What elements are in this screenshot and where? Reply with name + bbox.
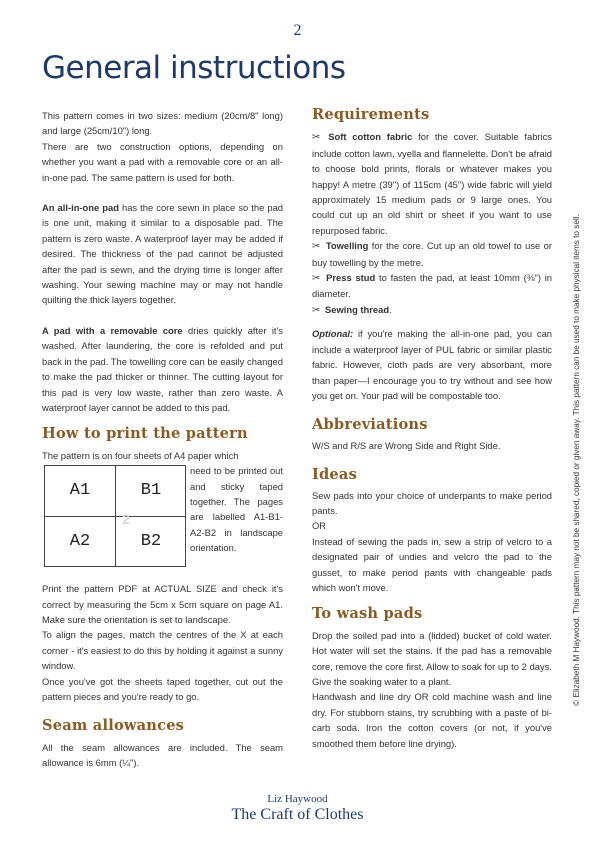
all-in-one-text: has the core sewn in place so the pad is one unit, making it similar to a disposable pad. The pattern is zero waste. A waterproof layer may be added if desired. The thickness of the pad cannot be adjusted after the pad is sewn, and the drying time is longer after washing. Your sewing machine may or may not handle quilting the thick layers together. [42,202,284,306]
abbreviations-text: W/S and R/S are Wrong Side and Right Side. [312,439,501,451]
footer-brand: The Craft of Clothes [231,806,364,823]
scissors-icon: ✂ [312,132,321,144]
page-watermark-number: 2 [122,511,130,528]
requirement-towelling-term: Towelling [325,240,369,252]
wash-heading: To wash pads [312,605,423,623]
print-heading: How to print the pattern [42,425,248,443]
print-side-text: need to be printed out and sticky taped together. The pages are labelled A1-B1-A2-B2 in landscape orientation. [190,465,283,554]
scissors-icon: ✂ [312,241,321,253]
page-title: General instructions [42,50,346,86]
requirement-fabric [312,129,552,238]
sheet-a2-label: A2 [69,532,91,552]
all-in-one-paragraph [42,200,283,308]
print-cut-out: Once you've got the sheets taped together, cut out the pattern pieces and you're ready to go. [42,675,283,702]
requirement-press-stud-text: to fasten the pad, at least 10mm (⅜") in diameter. [312,272,553,300]
requirement-fabric-term: Soft cotton fabric [328,131,413,143]
intro-sizes: This pattern comes in two sizes: medium (20cm/8" long) and large (25cm/10") long. [42,110,283,137]
footer-author: Liz Haywood [267,793,328,805]
requirement-towelling [312,238,552,270]
wash-soak: Drop the soiled pad into a (lidded) bucket of cold water. Hot water will set the stains. If the pad has a removable core, remove the core first. Allow to soak for up to 2 days. Give the soaking water to a plant. [312,629,552,687]
removable-core-term: A pad with a removable core [42,324,183,336]
requirement-towelling-text: for the core. Cut up an old towel to use or buy towelling by the metre. [312,240,553,268]
copyright-notice: © Elizabeth M Haywood. This pattern may not be shared, copied or given away. This pattern can be used to make physical items to sell. [572,214,581,706]
intro-options: There are two construction options, depending on whether you want a pad with a removable core or an all-in-one pad. The same pattern is used for both. [42,140,283,183]
sheet-b1-label: B1 [140,481,162,501]
requirement-press-stud [312,270,552,302]
ideas-period-pants: Sew pads into your choice of underpants to make period pants. [312,489,552,516]
requirement-thread [312,302,552,318]
print-lead: The pattern is on four sheets of A4 paper which [42,449,239,461]
all-in-one-term: An all-in-one pad [42,202,119,214]
wash-dry: Handwash and line dry OR cold machine wash and line dry. For stubborn stains, try scrubbing with a paste of bi-carb soda. Iron the cotton covers (or not, if you've smoothed them before line drying). [312,691,552,749]
sheet-b2-label: B2 [140,532,162,552]
removable-core-text: dries quickly after it's washed. After laundering, the core is refolded and put back in the pad. The towelling core can be easily changed to make the pad thicker or thinner. The cutting layout for this pad is very low waste, rather than zero waste. A waterproof layer cannot be added to this pad. [42,324,283,413]
seam-heading: Seam allowances [42,717,185,735]
page-layout-figure [42,463,283,581]
removable-core-paragraph [42,323,283,415]
ideas-heading: Ideas [312,466,357,484]
ideas-or: OR [312,520,327,532]
requirements-heading: Requirements [312,106,430,123]
optional-paragraph [312,326,552,403]
requirement-press-stud-term: Press stud [326,272,376,284]
page-layout-grid [44,465,186,567]
optional-label: Optional: [312,328,354,340]
page-number: 2 [293,22,302,39]
optional-text: if you're making the all-in-one pad, you can include a waterproof layer of PUL fabric or similar plastic fabric. However, cloth pads are very absorbant, more than paper—I encourage you to try without and see how you get on. Your pad will be compostable too. [312,328,552,401]
print-align: To align the pages, match the centres of the X at each corner - it's easiest to do this by holding it against a sunny window. [42,629,283,672]
abbreviations-heading: Abbreviations [312,416,428,434]
print-actual-size: Print the pattern PDF at ACTUAL SIZE and check it's correct by measuring the 5cm x 5cm square on page A1. Make sure the orientation is set to landscape. [42,583,283,625]
requirement-thread-text: . [389,303,392,315]
sheet-a1-label: A1 [69,481,91,501]
requirement-fabric-text: for the cover. Suitable fabrics include cotton lawn, vyella and flannelette. Don't be afraid to choose bold prints, florals or whatever makes you happy! A metre (39") of 115cm (45") wide fabric will yield approximately 15 medium pads or 9 large ones. You could cut up an old shirt or sheet if you want to use repurposed fabric. [312,131,552,236]
seam-text: All the seam allowances are included. The seam allowance is 6mm (¼"). [42,741,283,769]
requirement-thread-term: Sewing thread [325,303,390,315]
right-column [312,108,552,751]
left-column [42,108,283,771]
scissors-icon: ✂ [312,304,321,316]
scissors-icon: ✂ [312,273,321,285]
ideas-velcro: Instead of sewing the pads in, sew a strip of velcro to a designated pair of undies and velcro the pad to the gusset, to make period pants with changeable pads which won't move. [312,535,552,593]
